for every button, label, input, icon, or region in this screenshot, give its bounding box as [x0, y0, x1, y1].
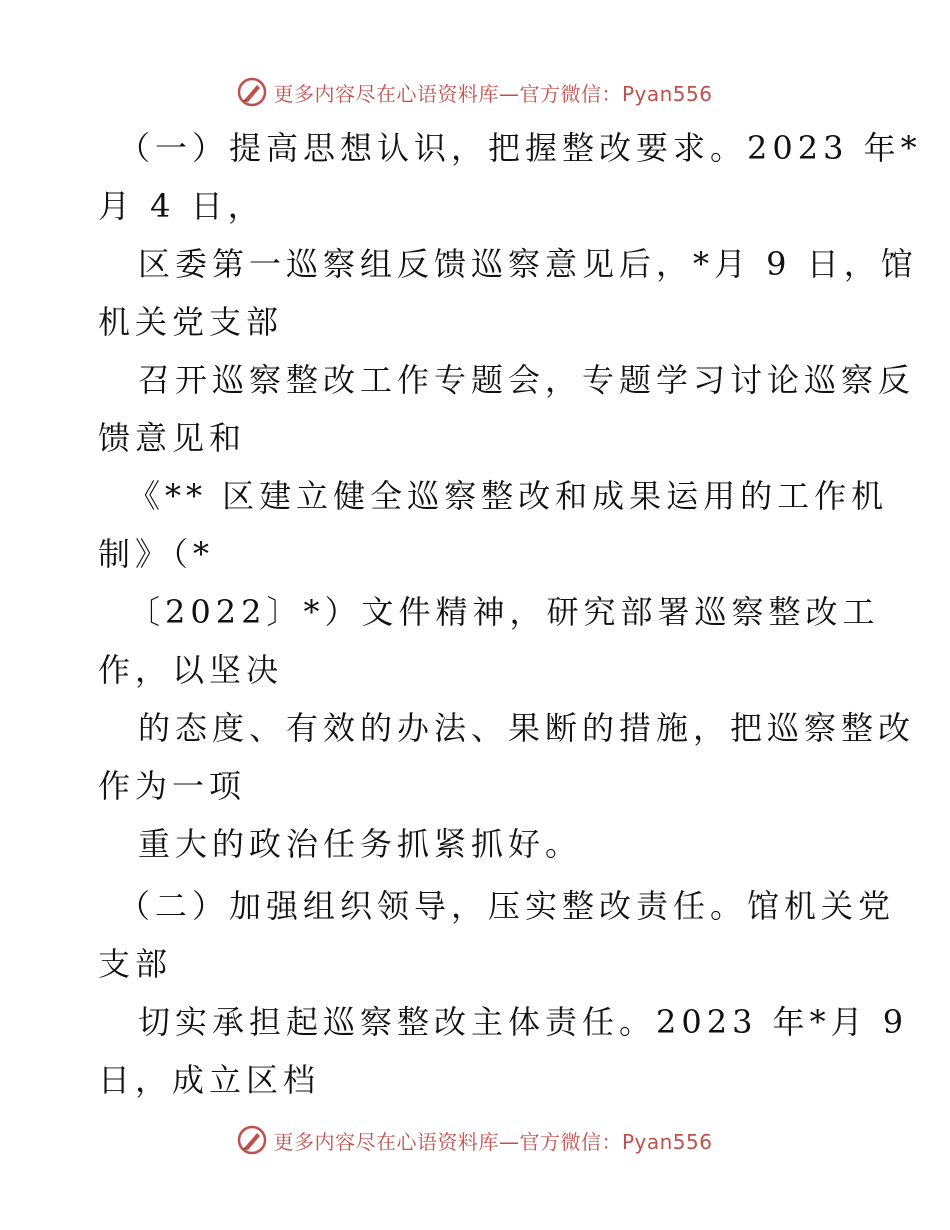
banner-text: 更多内容尽在心语资料库—官方微信：Pyan556 — [273, 81, 713, 106]
text-line: 区委第一巡察组反馈巡察意见后，*月 9 日，馆 — [138, 245, 918, 283]
footer-banner — [0, 1120, 950, 1160]
text-line: 切实承担起巡察整改主体责任。2023 年*月 9 — [138, 1003, 909, 1041]
text-line: 〔2022〕*）文件精神，研究部署巡察整改工 — [128, 593, 880, 631]
pen-logo-icon — [237, 1125, 267, 1155]
text-line: 制》（* — [98, 535, 215, 573]
header-banner — [0, 72, 950, 112]
text-line: （二）加强组织领导，压实整改责任。馆机关党 — [118, 887, 896, 925]
text-line: 日，成立区档 — [98, 1061, 321, 1099]
text-line: 月 4 日， — [98, 187, 265, 225]
text-line: 《** 区建立健全巡察整改和成果运用的工作机 — [128, 477, 889, 515]
text-line: 作，以坚决 — [98, 651, 284, 689]
text-line: 的态度、有效的办法、果断的措施，把巡察整改 — [138, 709, 916, 747]
text-line: 支部 — [98, 945, 173, 983]
text-line: 作为一项 — [98, 767, 247, 805]
text-line: （一）提高思想认识，把握整改要求。2023 年* — [118, 129, 922, 167]
banner-text: 更多内容尽在心语资料库—官方微信：Pyan556 — [273, 1129, 713, 1154]
text-line: 机关党支部 — [98, 303, 284, 341]
text-line: 重大的政治任务抓紧抓好。 — [138, 825, 583, 863]
text-line: 召开巡察整改工作专题会，专题学习讨论巡察反 — [138, 361, 916, 399]
text-line: 馈意见和 — [98, 419, 247, 457]
pen-logo-icon — [237, 77, 267, 107]
